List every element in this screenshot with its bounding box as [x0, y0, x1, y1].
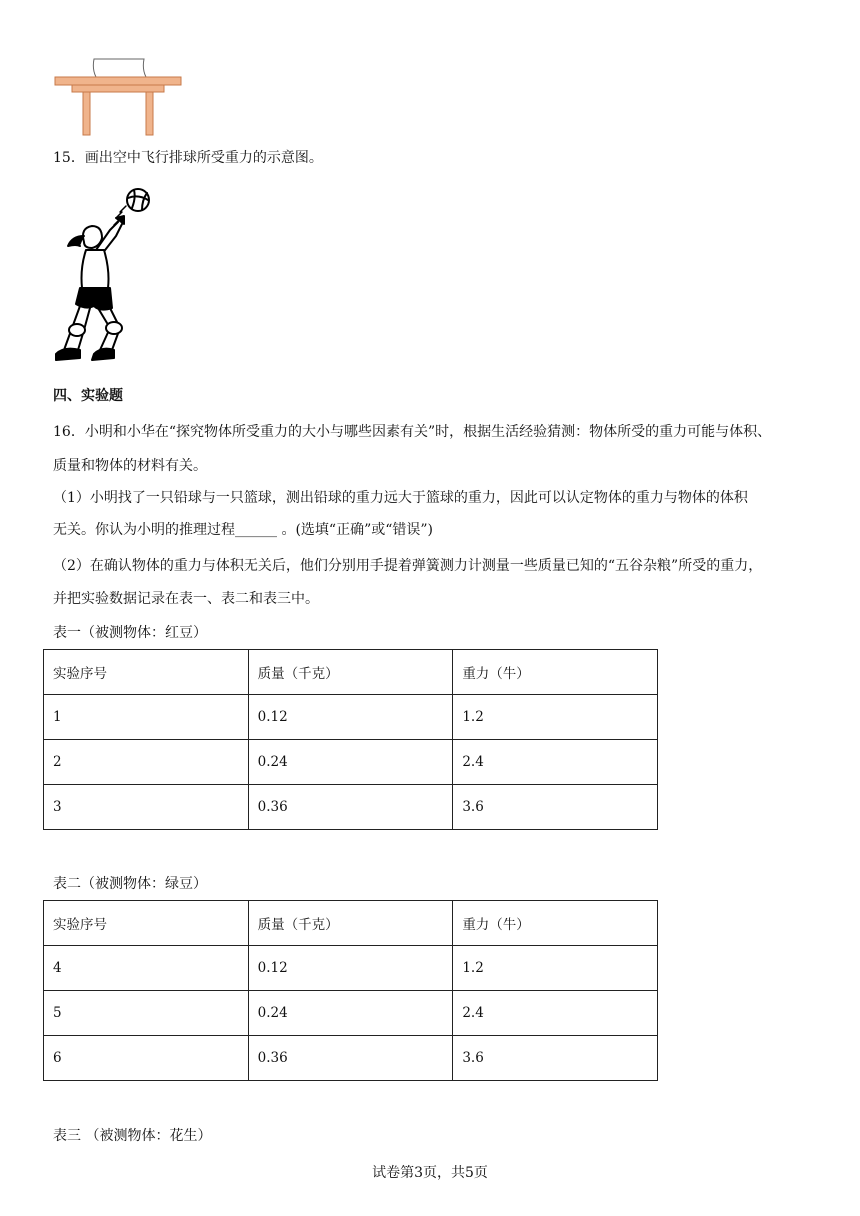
paper-sheet	[93, 59, 146, 77]
shoe-left	[56, 349, 80, 360]
table-2	[43, 900, 658, 1081]
table-cell: 1.2	[453, 695, 658, 740]
shorts	[76, 288, 112, 310]
table-1	[43, 649, 658, 830]
table-cell: 4	[44, 946, 249, 991]
tabletop	[55, 77, 181, 85]
table-1-caption: 表一（被测物体：红豆）	[53, 625, 207, 641]
table-cell: 0.24	[248, 740, 453, 785]
ponytail	[68, 236, 84, 246]
table-cell: 0.12	[248, 695, 453, 740]
section-title: 四、实验题	[53, 388, 123, 404]
table-header-cell: 重力（牛）	[453, 650, 658, 695]
volleyball-player-figure	[50, 184, 160, 369]
table-cell: 0.24	[248, 991, 453, 1036]
knee-pad-left	[69, 324, 85, 336]
table-header-cell: 质量（千克）	[248, 650, 453, 695]
table-cell: 1.2	[453, 946, 658, 991]
table-header-row	[44, 650, 658, 695]
page-footer: 试卷第3页，共5页	[372, 1165, 488, 1181]
knee-pad-right	[106, 322, 122, 334]
table-cell: 0.36	[248, 1036, 453, 1081]
table-cell: 3.6	[453, 785, 658, 830]
table-cell: 3.6	[453, 1036, 658, 1081]
table-header-cell: 实验序号	[44, 901, 249, 946]
table-header-cell: 重力（牛）	[453, 901, 658, 946]
table-cell: 2.4	[453, 991, 658, 1036]
question-16-part-2-line-2: 并把实验数据记录在表一、表二和表三中。	[53, 591, 319, 607]
table-3-caption: 表三 （被测物体：花生）	[53, 1128, 212, 1144]
question-16-part-1-line-2: 无关。你认为小明的推理过程______ 。(选填“正确”或“错误”)	[53, 522, 434, 538]
table-cell: 0.36	[248, 785, 453, 830]
table-row	[44, 1036, 658, 1081]
table-row	[44, 695, 658, 740]
table-with-paper-figure	[54, 55, 184, 137]
table-header-cell: 实验序号	[44, 650, 249, 695]
table-leg-left	[83, 92, 90, 135]
table-row	[44, 740, 658, 785]
table-cell: 6	[44, 1036, 249, 1081]
table-apron	[72, 85, 164, 92]
question-16-part-2-line-1: （2）在确认物体的重力与体积无关后，他们分别用手提着弹簧测力计测量一些质量已知的“五谷杂粮”所受的重力，	[53, 558, 763, 574]
table-cell: 1	[44, 695, 249, 740]
torso	[82, 250, 109, 288]
shoe-right	[92, 349, 114, 360]
question-16-line-2: 质量和物体的材料有关。	[53, 458, 207, 474]
table-2-caption: 表二（被测物体：绿豆）	[53, 876, 207, 892]
volleyball	[127, 189, 149, 211]
table-cell: 2.4	[453, 740, 658, 785]
table-row	[44, 991, 658, 1036]
table-cell: 5	[44, 991, 249, 1036]
table-header-cell: 质量（千克）	[248, 901, 453, 946]
question-15-text: 15．画出空中飞行排球所受重力的示意图。	[53, 150, 323, 166]
table-row	[44, 785, 658, 830]
table-header-row	[44, 901, 658, 946]
question-16-line-1: 16．小明和小华在“探究物体所受重力的大小与哪些因素有关”时，根据生活经验猜测：物体所受的重力可能与体积、	[53, 424, 772, 440]
table-cell: 2	[44, 740, 249, 785]
table-cell: 0.12	[248, 946, 453, 991]
question-16-part-1-line-1: （1）小明找了一只铅球与一只篮球，测出铅球的重力远大于篮球的重力，因此可以认定物体的重力与物体的体积	[53, 490, 748, 506]
table-leg-right	[146, 92, 153, 135]
table-cell: 3	[44, 785, 249, 830]
table-row	[44, 946, 658, 991]
